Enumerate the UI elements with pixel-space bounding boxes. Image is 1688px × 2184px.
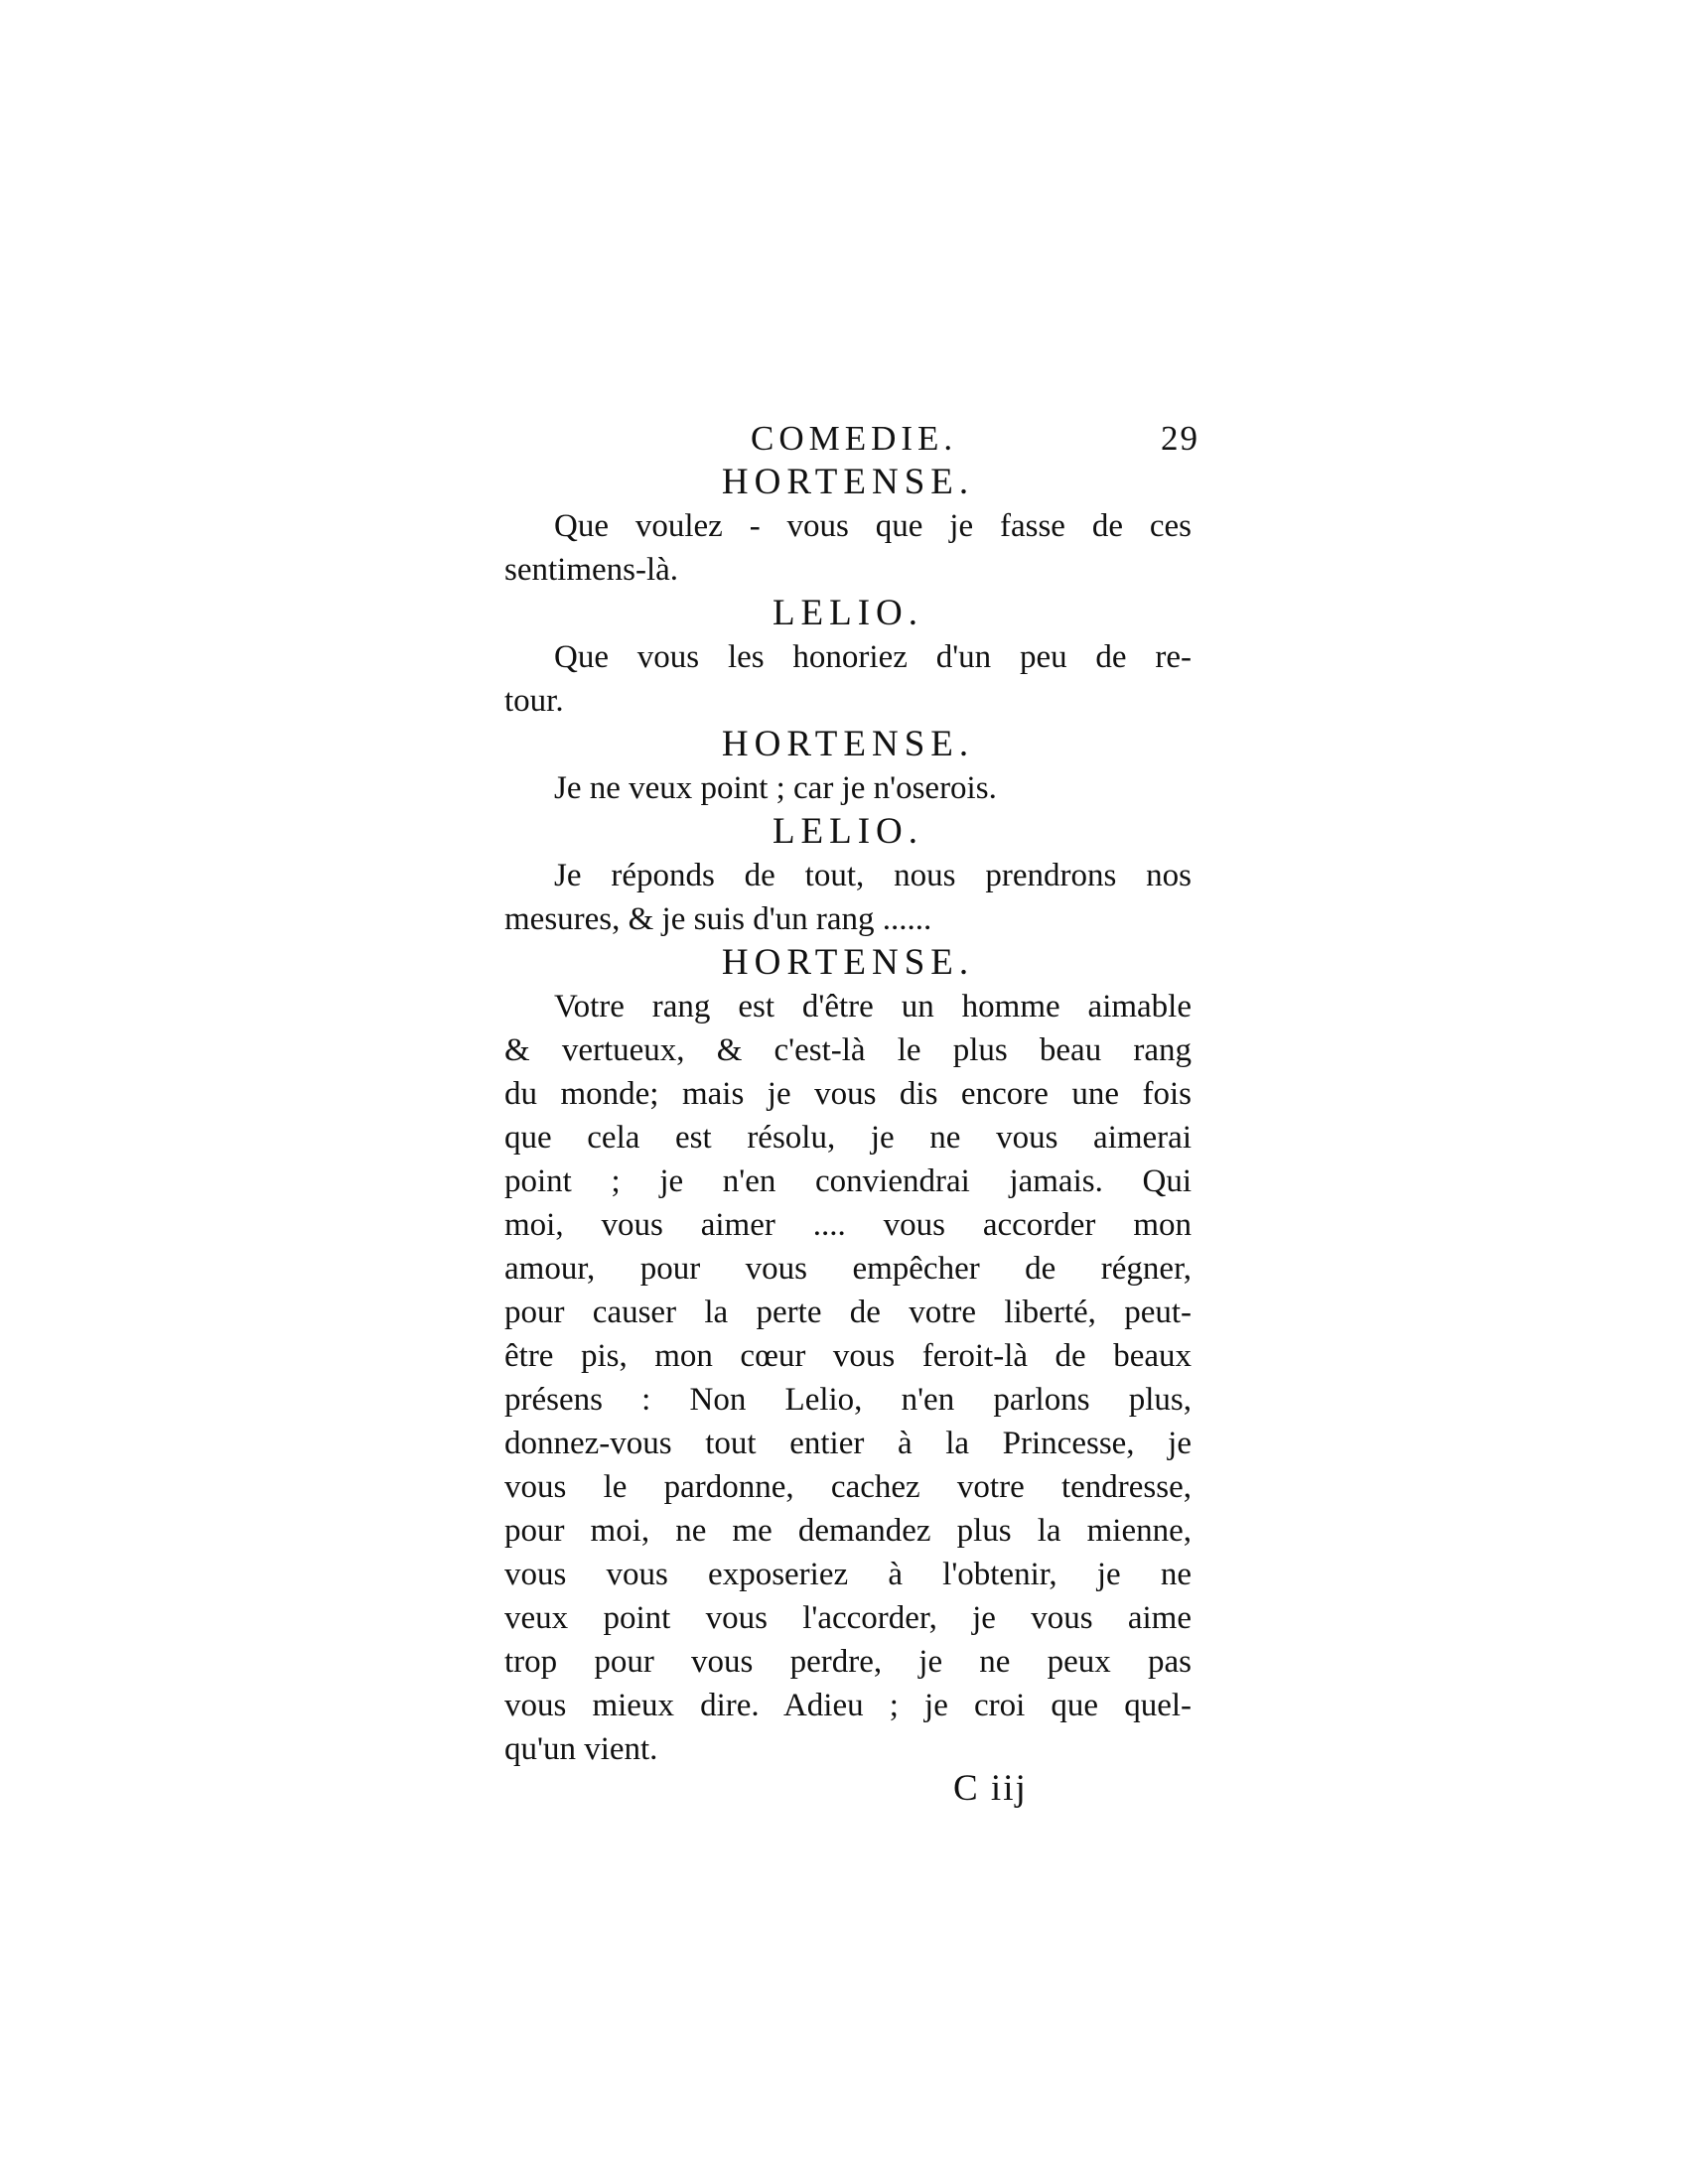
text-line: Votre rang est d'être un homme aimable (554, 989, 1192, 1024)
text-line: veux point vous l'accorder, je vous aime (504, 1600, 1192, 1636)
speaker-name: HORTENSE. (721, 942, 975, 983)
text-line: Je réponds de tout, nous prendrons nos (554, 858, 1192, 893)
text-line: Je ne veux point ; car je n'oserois. (554, 770, 997, 806)
signature-mark: C iij (953, 1768, 1028, 1809)
text-line: trop pour vous perdre, je ne peux pas (504, 1644, 1192, 1680)
text-line: point ; je n'en conviendrai jamais. Qui (504, 1163, 1192, 1199)
text-line: amour, pour vous empêcher de régner, (504, 1251, 1192, 1287)
speaker-name: LELIO. (772, 811, 924, 852)
speaker-name: HORTENSE. (721, 462, 975, 502)
dialogue-text (504, 461, 1192, 1771)
speaker-name: HORTENSE. (721, 724, 975, 764)
text-line: pour moi, ne me demandez plus la mienne, (504, 1513, 1192, 1549)
text-line: du monde; mais je vous dis encore une fois (504, 1076, 1192, 1112)
text-line: vous le pardonne, cachez votre tendresse, (504, 1469, 1192, 1505)
text-line: Que vous les honoriez d'un peu de re- (554, 639, 1192, 675)
text-line: tour. (504, 683, 564, 719)
text-line: Que voulez - vous que je fasse de ces (554, 508, 1192, 544)
text-line: être pis, mon cœur vous feroit-là de beaux (504, 1338, 1192, 1374)
text-line: vous mieux dire. Adieu ; je croi que quel- (504, 1688, 1192, 1723)
text-line: qu'un vient. (504, 1731, 658, 1767)
text-line: présens : Non Lelio, n'en parlons plus, (504, 1382, 1192, 1418)
text-line: vous vous exposeriez à l'obtenir, je ne (504, 1557, 1192, 1592)
text-line: & vertueux, & c'est-là le plus beau rang (504, 1032, 1192, 1068)
text-line: sentimens-là. (504, 552, 679, 588)
running-title: COMEDIE. (751, 419, 958, 458)
text-line: pour causer la perte de votre liberté, peut- (504, 1295, 1192, 1330)
text-line: moi, vous aimer .... vous accorder mon (504, 1207, 1192, 1243)
page-number: 29 (1161, 419, 1199, 458)
text-line: que cela est résolu, je ne vous aimerai (504, 1120, 1192, 1156)
text-line: mesures, & je suis d'un rang ...... (504, 901, 932, 937)
text-line: donnez-vous tout entier à la Princesse, je (504, 1426, 1192, 1461)
speaker-name: LELIO. (772, 593, 924, 633)
